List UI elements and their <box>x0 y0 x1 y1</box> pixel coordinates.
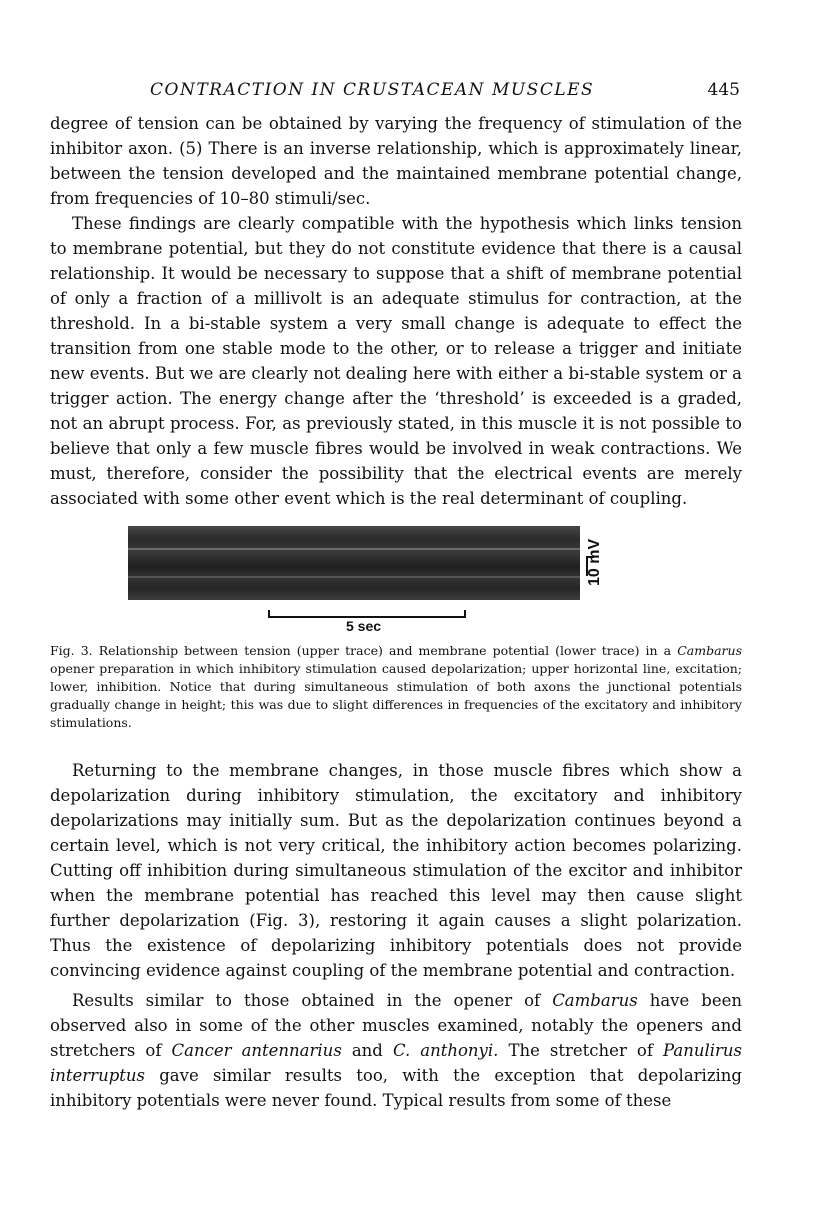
paragraph-3-text: Returning to the membrane changes, in those muscle fibres which show a depolarization during inhibitory stimulation, the excitatory and inhibitory depolarizations may initially sum. But as the depolarization continues beyond a certain level, which is not very critical, the inhibitory action becomes polarizing. Cutting off inhibition during simultaneous stimulation of the excitor and inhibitor when the membrane potential has reached this level may then cause slight further depolarization (Fig. 3), restoring it again causes a slight polarization. Thus the existence of depolarizing inhibitory potentials does not provide convincing evidence against coupling of the membrane potential and contraction. <box>50 761 742 980</box>
paragraph-membrane-changes <box>50 758 742 983</box>
p4-text-2: have been observed also in some of the other muscles examined, notably the openers and stretchers of <box>50 991 743 1060</box>
paragraph-hypothesis <box>50 211 742 511</box>
time-scale-label: 5 sec <box>346 618 382 634</box>
running-title: CONTRACTION IN CRUSTACEAN MUSCLES <box>150 80 595 100</box>
p4-species-anthonyi: C. anthonyi. <box>392 1041 499 1060</box>
caption-rest: opener preparation in which inhibitory stimulation caused depolarization; upper horizontal line, excitation; lower, inhibition. Notice that during simultaneous stimulation of both axons the junctional potentials gradually change in height; this was due to slight differences in frequencies of the excitatory and inhibitory stimulations. <box>50 661 742 730</box>
paragraph-continued <box>50 111 742 211</box>
p4-text-4: The stretcher of <box>508 1041 653 1060</box>
tension-trace <box>128 548 580 550</box>
figure-3 <box>128 526 648 636</box>
caption-genus: Cambarus <box>677 643 742 658</box>
voltage-scale-label: 10 mV <box>586 538 603 586</box>
page-number: 445 <box>707 80 740 100</box>
figure-caption <box>50 642 742 732</box>
p4-species-panulirus: Panulirus interruptus <box>50 1041 742 1085</box>
time-scale-bar <box>268 610 466 618</box>
p4-text-3: and <box>351 1041 383 1060</box>
membrane-potential-trace <box>128 576 580 578</box>
p4-species-cancer: Cancer antennarius <box>171 1041 342 1060</box>
paragraph-2-text: These findings are clearly compatible with the hypothesis which links tension to membrane potential, but they do not constitute evidence that there is a causal relationship. It would be necessary to suppose that a shift of membrane potential of only a fraction of a millivolt is an adequate stimulus for contraction, at the threshold. In a bi-stable system a very small change is adequate to effect the transition from one stable mode to the other, or to release a trigger and initiate new events. But we are clearly not dealing here with either a bi-stable system or a trigger action. The energy change after the ‘threshold’ is exceeded is a graded, not an abrupt process. For, as previously stated, in this muscle it is not possible to believe that only a few muscle fibres would be involved in weak contractions. We must, therefore, consider the possibility that the electrical events are merely associated with some other event which is the real determinant of coupling. <box>50 214 742 508</box>
p4-text-5: gave similar results too, with the exception that depolarizing inhibitory potentials were never found. Typical results from some of these <box>50 1066 742 1110</box>
paragraph-results <box>50 988 742 1113</box>
paragraph-4-text <box>50 988 742 1113</box>
paragraph-1-text: degree of tension can be obtained by varying the frequency of stimulation of the inhibitor axon. (5) There is an inverse relationship, which is approximately linear, between the tension developed and the maintained membrane potential change, from frequencies of 10–80 stimuli/sec. <box>50 114 742 208</box>
caption-lead: Fig. 3. Relationship between tension (upper trace) and membrane potential (lower trace) in a <box>50 643 672 658</box>
oscilloscope-trace-image <box>128 526 580 600</box>
p4-text-1: Results similar to those obtained in the opener of <box>72 991 541 1010</box>
p4-species-cambarus: Cambarus <box>552 991 638 1010</box>
page-header <box>50 80 740 108</box>
